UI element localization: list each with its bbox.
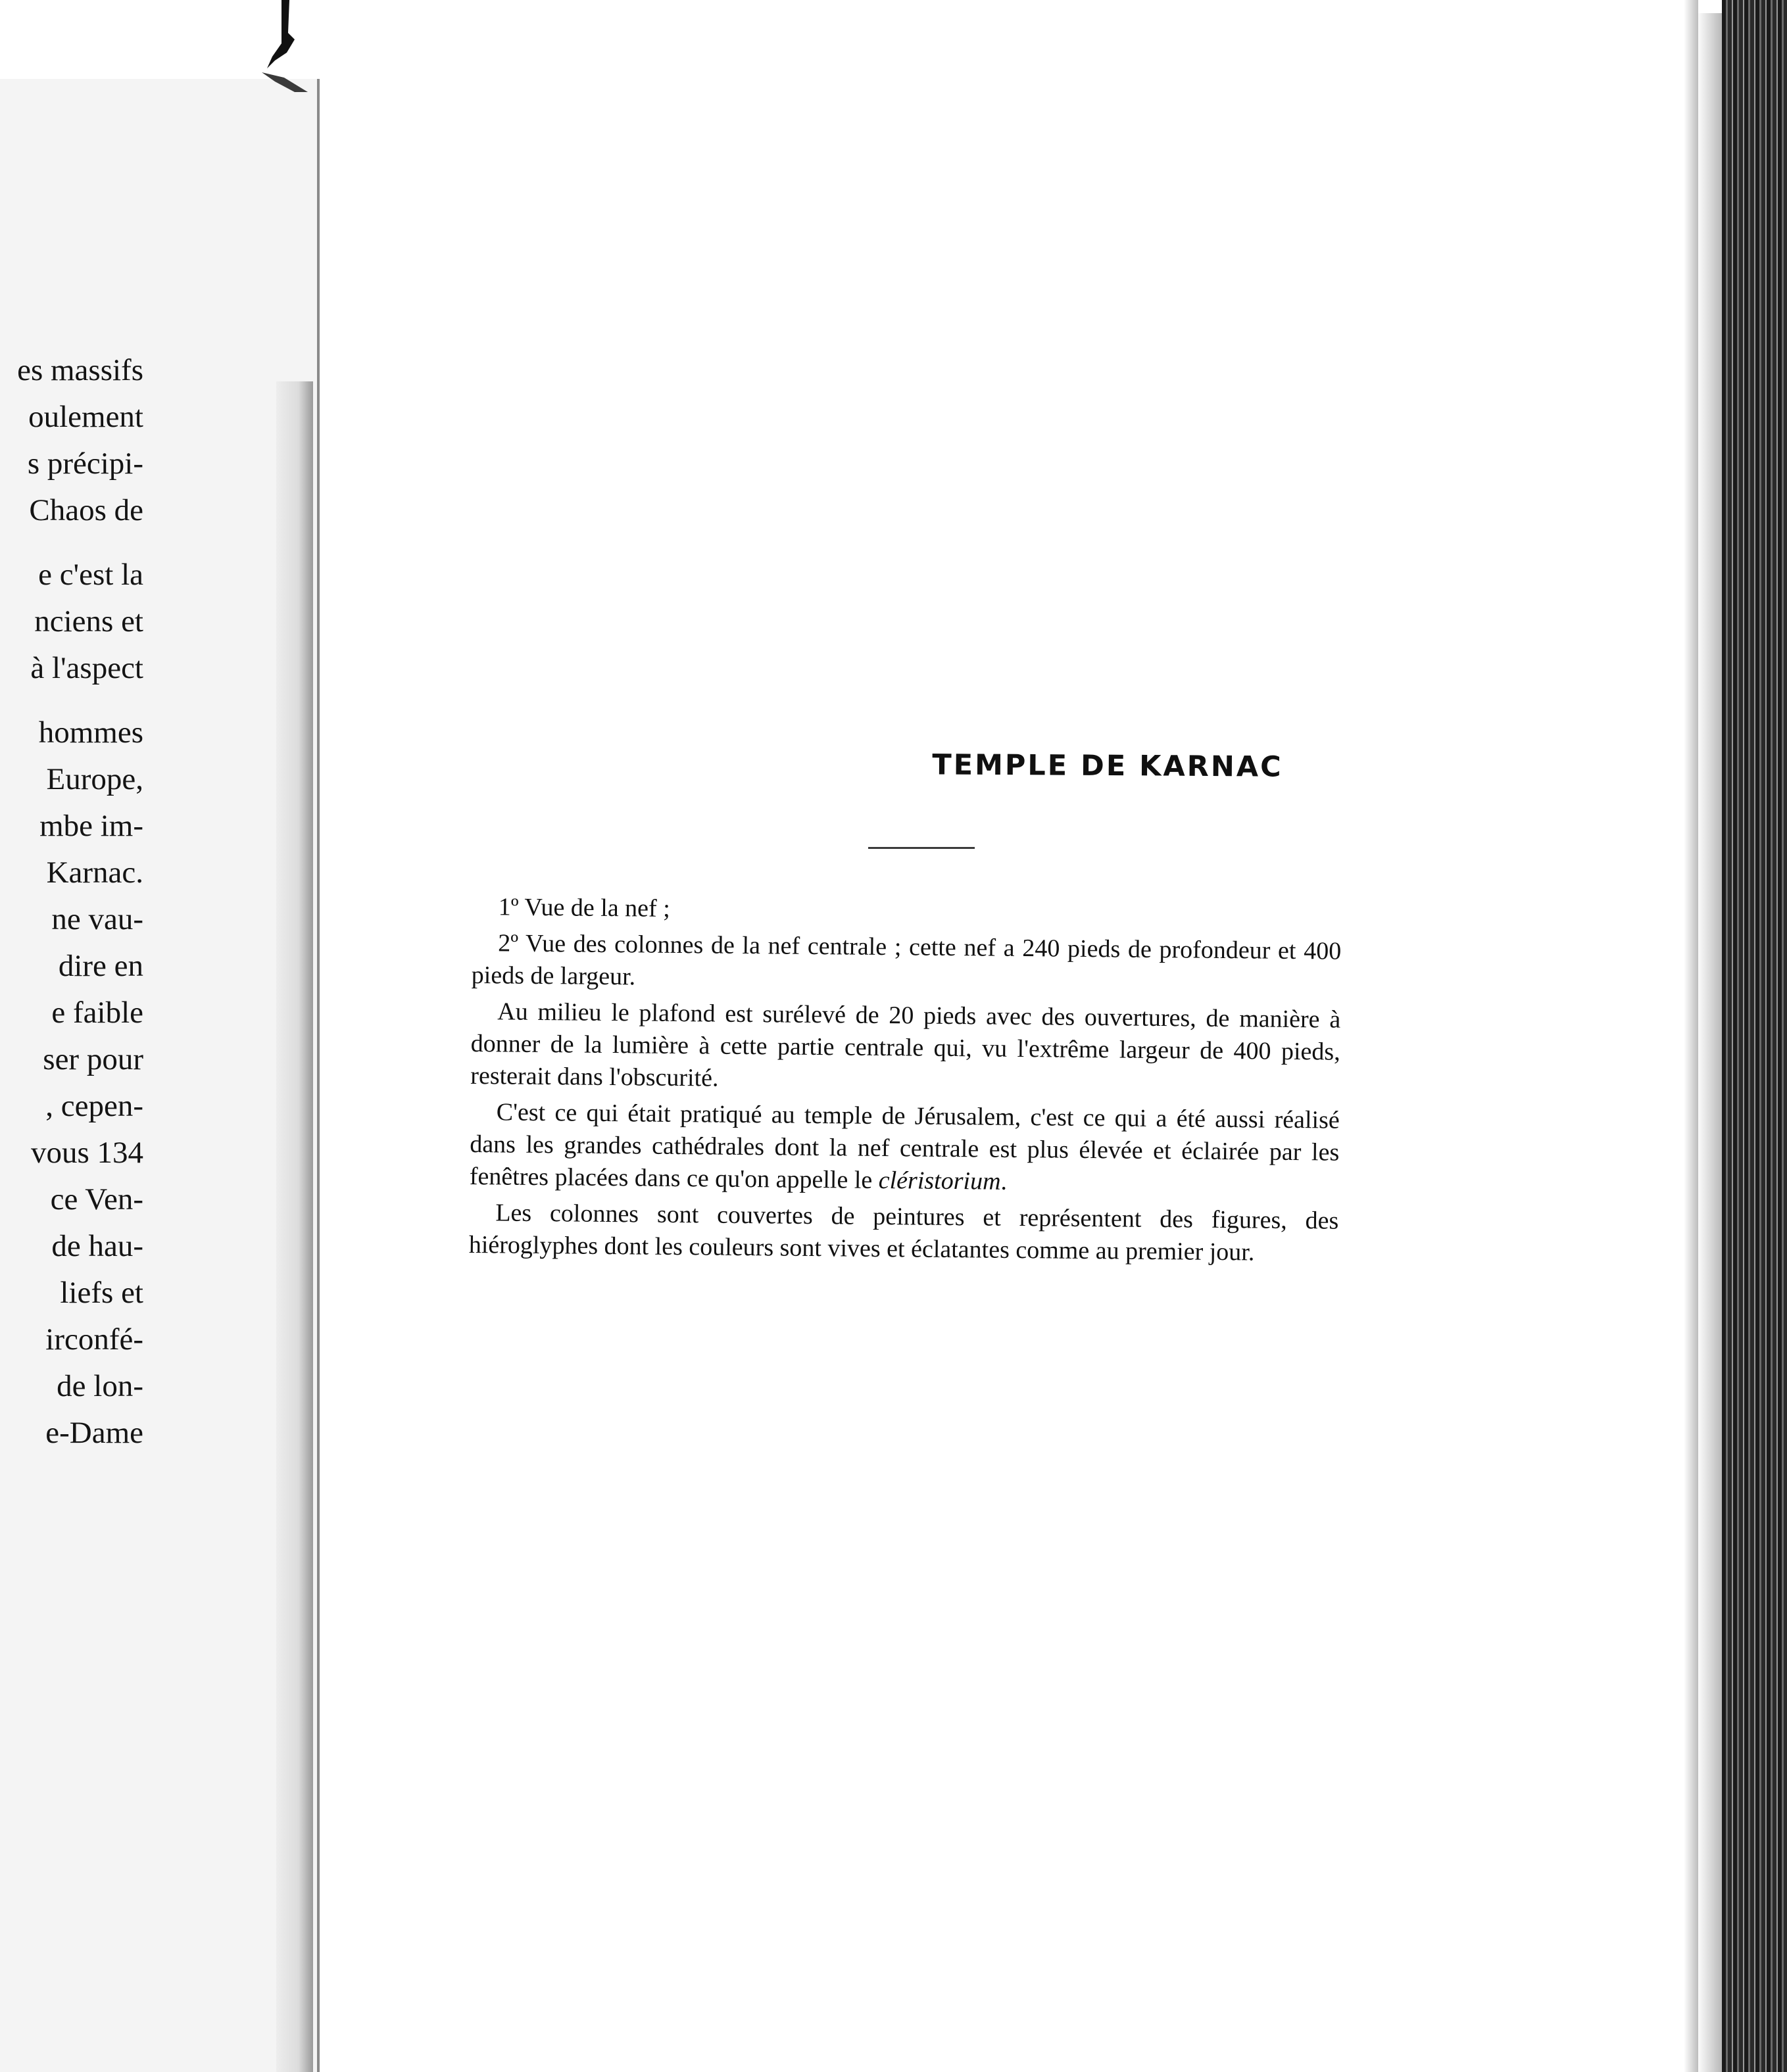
text-line: vous 134 [30,1136,143,1170]
text-line: , cepen- [45,1089,143,1123]
text-line: Chaos de [29,493,143,527]
text-line: hommes [38,715,143,750]
text-line: Karnac. [46,855,143,890]
text-line: mbe im- [39,809,143,843]
text-line: irconfé- [45,1322,143,1357]
page-edge [1684,0,1698,2072]
paragraph-end: . [1000,1167,1008,1195]
current-page [321,0,1722,2072]
text-line: ser pour [43,1042,143,1076]
text-line: de hau- [51,1229,143,1263]
text-line: oulement [28,400,143,434]
text-line: e c'est la [38,558,143,592]
paragraph: Les colonnes sont couvertes de peintures et représentent des figures, des hiéroglyphes dont les couleurs sont vives et éclatantes comme au premier jour. [468,1199,1339,1266]
paragraph-text: C'est ce qui était pratiqué au temple de Jérusalem, c'est ce qui a été aussi réalisé dans les grandes cathédrales dont la nef centrale est plus élevée et éclairée par les fenêtres placées dans ce qu'on appelle le [469,1098,1340,1194]
text-line: es massifs [17,353,143,387]
book-edge [1722,0,1787,2072]
page-title: TEMPLE DE KARNAC [932,748,1283,784]
text-line: de lon- [57,1369,143,1403]
title-divider [868,847,975,849]
page-edge-shadow [1697,13,1723,2072]
text-line: s précipi- [27,446,143,481]
text-line: e-Dame [45,1416,143,1450]
paragraph: 2º Vue des colonnes de la nef centrale ; cette nef a 240 pieds de profondeur et 400 pieds de largeur. [471,929,1342,991]
text-line: ce Ven- [50,1182,143,1217]
text-line: ne vau- [51,902,143,936]
paragraph: Au milieu le plafond est surélevé de 20 pieds avec des ouvertures, de manière à donner de la lumière à cette partie centrale qui, vu l'extrême largeur de 400 pieds, resterait dans l'obscurité. [470,998,1341,1092]
text-line: e faible [51,996,143,1030]
italic-term: cléristorium [878,1166,1001,1195]
paragraph [470,1096,1340,1201]
paragraph: 1º Vue de la nef ; [498,893,670,923]
previous-page-text [0,347,143,1457]
text-line: Europe, [46,762,143,796]
page-gutter [276,381,313,2072]
text-line: nciens et [34,604,143,638]
text-line: dire en [58,949,143,983]
page-body [469,891,1342,1274]
binding-clip-icon [255,0,314,92]
text-line: liefs et [60,1276,143,1310]
previous-page [0,79,320,2072]
text-line: à l'aspect [30,651,143,685]
